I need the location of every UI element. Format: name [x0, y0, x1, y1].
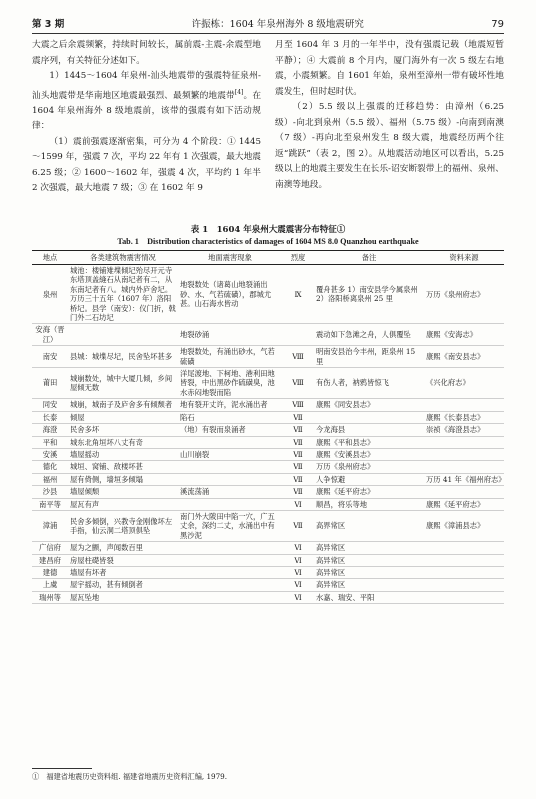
cell-remark: 今龙海县: [314, 424, 424, 436]
cell-place: 安海（晋江）: [32, 324, 68, 346]
cell-place: 平和: [32, 436, 68, 448]
table-row: [32, 591, 504, 603]
cell-building: 城东北角垣坏八丈有奇: [68, 436, 178, 448]
cell-remark: 有伤人者，衲鸦皆惊飞: [314, 368, 424, 399]
cell-building: 县城：城堞尽圮，民舍坠坏甚多: [68, 346, 178, 368]
cell-source: 崇祯《海澄县志》: [424, 424, 504, 436]
cell-place: 广信府: [32, 542, 68, 554]
cell-ground: 陷石: [178, 411, 282, 423]
table-row: [32, 265, 504, 324]
cell-ground: [178, 461, 282, 473]
table-row: [32, 486, 504, 498]
footnote: ① 福建省地震历史资料组. 福建省地震历史资料汇编, 1979.: [32, 772, 228, 781]
cell-building: 屋有倚侧，墙垣多倾塌: [68, 473, 178, 485]
cell-building: 城崩数处，城中大厦几倾，乡间屋倾无数: [68, 368, 178, 399]
cell-intensity: Ⅸ: [282, 265, 314, 324]
cell-remark: 万历《泉州府志》: [314, 461, 424, 473]
cell-intensity: Ⅷ: [282, 346, 314, 368]
cell-place: 上虞: [32, 579, 68, 591]
cell-building: 墙屋倾颓: [68, 486, 178, 498]
cell-building: 城垣、窝铺、敌楼坏甚: [68, 461, 178, 473]
cell-intensity: Ⅵ: [282, 498, 314, 510]
table-row: [32, 542, 504, 554]
cell-intensity: Ⅵ: [282, 566, 314, 578]
table-row: [32, 324, 504, 346]
cell-ground: 地裂数处，有涌出砂水，气若硫磺: [178, 346, 282, 368]
cell-intensity: Ⅵ: [282, 579, 314, 591]
cell-ground: 南门外大陂田中陷一穴，广五丈余，深约二丈，水涌出中有黑沙泥: [178, 510, 282, 541]
cell-source: 康熙《长泰县志》: [424, 411, 504, 423]
cell-source: [424, 399, 504, 411]
cell-remark: 震动如下急滩之舟，人俱覆坠: [314, 324, 424, 346]
body-columns: [32, 38, 504, 197]
cell-source: [424, 461, 504, 473]
cell-place: 同安: [32, 399, 68, 411]
cell-remark: 康熙《延平府志》: [314, 486, 424, 498]
cell-place: 沙县: [32, 486, 68, 498]
col-header-place: 地点: [32, 251, 68, 265]
cell-ground: [178, 554, 282, 566]
cell-ground: [178, 566, 282, 578]
cell-intensity: Ⅶ: [282, 461, 314, 473]
cell-ground: 溪流荡涌: [178, 486, 282, 498]
running-header: [32, 14, 504, 30]
cell-intensity: [282, 324, 314, 346]
cell-source: 康熙《延平府志》: [424, 498, 504, 510]
table-row: [32, 498, 504, 510]
cell-remark: 高界常区: [314, 510, 424, 541]
cell-remark: 水嘉、瑞安、平阳: [314, 591, 424, 603]
cell-ground: 山川崩裂: [178, 448, 282, 460]
cell-building: 屋为之颤，声闻数百里: [68, 542, 178, 554]
cell-intensity: Ⅵ: [282, 554, 314, 566]
cell-source: [424, 542, 504, 554]
col-header-ground: 地面震害现象: [178, 251, 282, 265]
cell-place: 建昌府: [32, 554, 68, 566]
cell-remark: 明南安县治今丰州，距泉州 15 里: [314, 346, 424, 368]
cell-place: 南安: [32, 346, 68, 368]
cell-intensity: Ⅵ: [282, 542, 314, 554]
cell-ground: [178, 473, 282, 485]
cell-building: [68, 324, 178, 346]
cell-remark: 康熙《同安县志》: [314, 399, 424, 411]
table-row: [32, 411, 504, 423]
header-rule: [32, 33, 504, 34]
cell-place: 福州: [32, 473, 68, 485]
citation-ref[interactable]: [4]: [234, 88, 244, 96]
cell-remark: 康熙《安溪县志》: [314, 448, 424, 460]
cell-place: 建德: [32, 566, 68, 578]
cell-place: 泉州: [32, 265, 68, 324]
table-row: [32, 399, 504, 411]
cell-source: 万历 41 年《福州府志》: [426, 474, 506, 484]
table-header-row: [32, 251, 504, 265]
cell-ground: 地有裂开丈许，泥水涌出者: [178, 399, 282, 411]
cell-remark: 人争惊避: [314, 473, 424, 485]
cell-intensity: Ⅶ: [282, 473, 314, 485]
cell-building: 民舍多倾倒，兴教寺金刚像坏左手指，仙云洞二塔顶俱坠: [68, 510, 178, 541]
cell-building: 屋瓦有声: [68, 498, 178, 510]
cell-remark: 顺昌，将乐等地: [314, 498, 424, 510]
col-header-intensity: 烈度: [282, 251, 314, 265]
cell-building: 房屋柱礎皆裂: [68, 554, 178, 566]
table-row: [32, 424, 504, 436]
col-header-building: 各类建筑物震害情况: [68, 251, 178, 265]
table-row: [32, 436, 504, 448]
cell-ground: （地）有裂而泉涌者: [178, 424, 282, 436]
table-row: [32, 510, 504, 541]
cell-source: [424, 591, 504, 603]
cell-ground: [178, 498, 282, 510]
cell-intensity: Ⅶ: [282, 411, 314, 423]
cell-remark: 覆舟甚多 1）南安县学今属泉州 2）洛阳桥离泉州 25 里: [314, 265, 424, 324]
cell-source: 康熙《南安县志》: [424, 346, 504, 368]
cell-remark: [314, 411, 424, 423]
cell-source: [424, 436, 504, 448]
cell-place: 安溪: [32, 448, 68, 460]
paragraph: （1）震前强震逐渐密集，可分为 4 个阶段：① 1445～1599 年，强震 7 次，平均 22 年有 1 次强震，最大地震 6.25 级；② 1600～1602 年，强震 4 次，平均约 1 年半 2 次强震，最大地震 7 级；③ 在 1602 年 9: [32, 136, 261, 194]
cell-source: [424, 566, 504, 578]
cell-intensity: Ⅵ: [282, 591, 314, 603]
table-caption-en: Tab. 1 Distribution characteristics of damages of 1604 MS 8.0 Quanzhou earthquake: [117, 237, 419, 246]
cell-source: [424, 579, 504, 591]
cell-intensity: Ⅶ: [282, 448, 314, 460]
table-row: [32, 346, 504, 368]
cell-intensity: Ⅶ: [282, 510, 314, 541]
cell-source: [424, 554, 504, 566]
cell-intensity: Ⅶ: [282, 424, 314, 436]
running-title: 许振栋：1604 年泉州海外 8 级地震研究: [191, 19, 364, 30]
issue-label: 第 3 期: [32, 19, 65, 30]
table-row: [32, 566, 504, 578]
table-row: [32, 461, 504, 473]
cell-building: 墙屋有坏者: [68, 566, 178, 578]
damage-table: [32, 250, 504, 604]
cell-place: 长泰: [32, 411, 68, 423]
cell-place: 漳浦: [32, 510, 68, 541]
cell-remark: 高异常区: [314, 566, 424, 578]
table-body: [32, 265, 504, 604]
cell-building: 城池：楼铺雉堞倾圮殆尽开元寺东塔顶盖縫石从南圮者有二，从东南圮者有八。城内外庐舍圮。万历三十五年（1607 年）洛阳桥圮。县学（南安）：仪门折，戟门外二石坊圮: [68, 265, 178, 324]
cell-intensity: Ⅷ: [282, 399, 314, 411]
cell-intensity: Ⅶ: [282, 486, 314, 498]
paragraph-text: 1）1445～1604 年泉州-汕头地震带的强震特征泉州-汕头地震带是华南地区地震最强烈、最频繁的地震带: [32, 71, 261, 101]
right-column: [275, 38, 504, 197]
cell-source: 康熙《安海志》: [424, 324, 504, 346]
cell-source: [424, 448, 504, 460]
cell-building: 屋瓦坠地: [68, 591, 178, 603]
cell-ground: [178, 436, 282, 448]
cell-remark: 高异常区: [314, 554, 424, 566]
cell-ground: 地裂砂涌: [178, 324, 282, 346]
col-header-remark: 备注: [314, 251, 424, 265]
paragraph: 大震之后余震频繁，持续时间较长，属前震-主震-余震型地震序列，有关特征分述如下。: [32, 40, 261, 66]
cell-building: 墙屋摇动: [68, 448, 178, 460]
cell-source: 康熙《漳浦县志》: [424, 510, 504, 541]
cell-source: 《兴化府志》: [424, 368, 504, 399]
cell-building: 民舍多坏: [68, 424, 178, 436]
cell-source: [424, 486, 504, 498]
table-row: [32, 473, 504, 485]
cell-place: 瑞州等: [32, 591, 68, 603]
cell-intensity: Ⅶ: [282, 436, 314, 448]
cell-ground: 地裂数处（诸葛山地裂涌出砂、水、气若硫磺），郡城尤甚。山石海水皆动: [178, 265, 282, 324]
paragraph: [32, 69, 261, 135]
cell-ground: [178, 591, 282, 603]
table-row: [32, 579, 504, 591]
cell-intensity: Ⅷ: [282, 368, 314, 399]
cell-place: 德化: [32, 461, 68, 473]
cell-ground: [178, 579, 282, 591]
col-header-source: 资料来源: [424, 251, 504, 265]
paragraph: 月至 1604 年 3 月的一年半中，没有强震记载（地震短暂平静）；④ 大震前 8 个月内，厦门海外有一次 5 级左右地震，小震频繁。自 1601 年始，泉州至漳州一带有破坏性地震发生，但时起时伏。: [275, 40, 504, 97]
cell-building: 屋宇摇动，甚有倾倒者: [68, 579, 178, 591]
cell-building: 倾屋: [68, 411, 178, 423]
cell-source: 万历《泉州府志》: [424, 265, 504, 324]
table-caption-cn: 表 1 1604 年泉州大震震害分布特征①: [190, 225, 346, 235]
cell-building: 城崩，城南子及庐舍多有倾颓者: [68, 399, 178, 411]
table-row: [32, 554, 504, 566]
cell-ground: [178, 542, 282, 554]
table-row: [32, 448, 504, 460]
cell-place: 海澄: [32, 424, 68, 436]
cell-place: 南平等: [32, 498, 68, 510]
cell-ground: 洋尾渡地、下柯地、港利田地皆裂，中出黑砂作硫磺臭，池水赤闷地裂而陷: [178, 368, 282, 399]
paragraph: （2）5.5 级以上强震的迁移趋势：由漳州（6.25 级）-向北到泉州（5.5 级）、福州（5.75 级）-向南到南澳（7 级）-再向北至泉州发生 8 级大震，地震经历两个往返“跳跃”（表 2，图 2）。从地震活动地区可以看出，5.25 级以上的地震主要发生在长乐-诏安断裂带上的福州、泉州、南澳等地段。: [275, 102, 504, 190]
page-number: 79: [491, 19, 504, 30]
table-row: [32, 368, 504, 399]
footnote-rule: [32, 768, 92, 769]
cell-place: 莆田: [32, 368, 68, 399]
paragraph-text: 。在 1604 年泉州海外 8 级地震前，该带的强震有如下活动规律：: [32, 90, 262, 132]
cell-remark: 高异常区: [314, 542, 424, 554]
cell-remark: 高异常区: [314, 579, 424, 591]
left-column: [32, 38, 261, 197]
cell-remark: 康熙《平和县志》: [314, 436, 424, 448]
